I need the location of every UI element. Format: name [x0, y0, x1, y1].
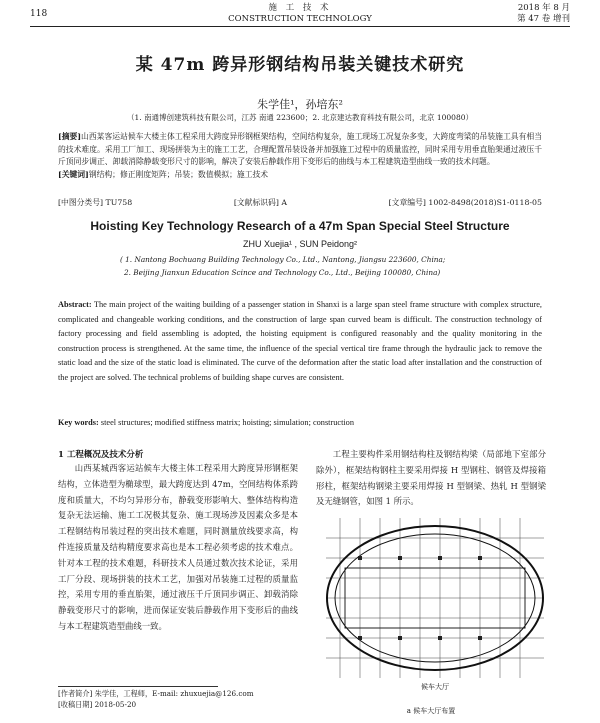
keywords-cn-text: 钢结构；修正刚度矩阵；吊装；数值模拟；施工技术	[88, 169, 269, 179]
body-paragraph: 山西某城西客运站候车大楼主体工程采用大跨度异形钢框架结构，立体造型为椭球型，最大跨度达到 47m，空间结构体系跨度和质量大，不均匀异形分布，静载变形影响大、整体结构构造复杂无法运输、施工工况极其复杂、施工现场涉及因素众多是本工程钢结构吊装过程的突出技术难题，同时测量放线要求高，构件连接质量及结构精度要求高也是本工程必须考虑的技术难点。针对本工程的技术难题，科研技术人员通过数次技术论证，采用工厂分段、现场拼装的技术工艺，加强对吊装施工过程的质量监控，采用专用的垂直胎架，通过液压千斤顶同步调正、卸载消除静载变形尺寸的影响，进而保证安装后静载作用下变形后的曲线与本工程建筑造型曲线一致。	[58, 463, 298, 631]
title-cn: 某 47m 跨异形钢结构吊装关键技术研究	[135, 55, 465, 75]
header-divider	[30, 26, 570, 27]
figure-inner-label: 候车大厅	[421, 683, 449, 691]
keywords-en	[58, 418, 542, 427]
abstract-en-text: The main project of the waiting building of a passenger station in Shanxi is a large span steel frame structure with complex structure, complicated and changeable working conditions, and the construction of large span curved beam is difficult. The construction technology of factory processing and field assembling is adopted, the hoisting equipment is configured reasonably and the quality monitoring in the construction process is strengthened. At the same time, the influence of the special vertical tire frame through the hydraulic jack to remove the static load and the size of the static load is eliminated. The curve of the deformation after the static load after installation and the construction of the project are solved. The technical problems of building shape curves are consistent.	[58, 300, 542, 382]
issue-volume: 第 47 卷 增刊	[517, 14, 570, 24]
keywords-en-label: Key words:	[58, 418, 99, 427]
abstract-cn-label: [摘要]	[58, 132, 82, 141]
issue-info	[517, 3, 570, 25]
keywords-en-text: steel structures; modified stiffness matrix; hoisting; simulation; construction	[100, 418, 354, 427]
keywords-cn-label: [关键词]	[58, 169, 89, 179]
authors-en: ZHU Xuejia¹ , SUN Peidong²	[242, 239, 358, 249]
classification-row	[58, 197, 542, 208]
affiliation-en-line: ( 1. Nantong Bochuang Building Technology Co., Ltd., Nantong, Jiangsu 223600, China;	[120, 255, 446, 264]
clc-number: [中图分类号] TU758	[58, 198, 133, 207]
journal-name-cn: 施 工 技 术	[268, 3, 332, 13]
title-en: Hoisting Key Technology Research of a 47m Span Special Steel Structure	[90, 219, 510, 233]
affiliation-en	[120, 254, 540, 279]
body-paragraph: 工程主要构件采用钢结构柱及钢结构梁（局部地下室部分除外），框架结构钢柱主要采用焊接 H 型钢柱、钢管及焊接箱形柱，框架结构钢梁主要采用焊接 H 型钢梁、热轧 H 型钢梁及无缝钢管，如图 1 所示。	[316, 449, 546, 507]
author-info: [作者简介] 朱学佳，工程师，E-mail: zhuxuejia@126.com	[58, 689, 254, 698]
journal-name-en: CONSTRUCTION TECHNOLOGY	[228, 14, 372, 24]
page-number: 118	[30, 9, 48, 19]
body-right-column	[316, 447, 546, 510]
footnote-divider	[58, 686, 218, 687]
footnote	[58, 688, 254, 710]
abstract-cn-text: 山西某客运站候车大楼主体工程采用大跨度异形钢框架结构，空间结构复杂，施工现场工况复杂多变，大跨度弯梁的吊装施工具有相当的技术难度。采用工厂加工、现场拼装为主的施工工艺，合理配置吊装设备并加强施工过程中的质量监控，同时采用专用垂直胎架通过液压千斤顶同步调正、卸载消除静载变形尺寸的影响，解决了安装后静载作用下变形后的曲线与本工程建筑造型曲线一致的技术问题。	[58, 132, 542, 166]
article-number: [文章编号] 1002-8498(2018)S1-0118-05	[388, 198, 542, 207]
journal-header	[0, 3, 600, 25]
document-code: [文献标识码] A	[233, 198, 288, 207]
section-heading: 1 工程概况及技术分析	[58, 450, 144, 460]
affiliation-cn: （1. 南通博创建筑科技有限公司，江苏 南通 223600；2. 北京建达教育科技有限公司，北京 100080）	[127, 113, 473, 122]
abstract-en	[58, 298, 542, 386]
structure-plan-figure	[320, 508, 550, 698]
abstract-cn	[58, 131, 542, 181]
figure-caption: a 候车大厅布置	[406, 707, 456, 715]
received-date: [收稿日期] 2018-05-20	[58, 700, 137, 709]
issue-date: 2018 年 8 月	[517, 3, 570, 13]
authors-cn: 朱学佳¹，孙培东²	[257, 98, 343, 111]
affiliation-en-line: 2. Beijing Jianxun Education Scince and Technology Co., Ltd., Beijing 100080, China)	[124, 267, 441, 277]
body-left-column	[58, 461, 298, 635]
abstract-en-label: Abstract:	[58, 300, 92, 309]
